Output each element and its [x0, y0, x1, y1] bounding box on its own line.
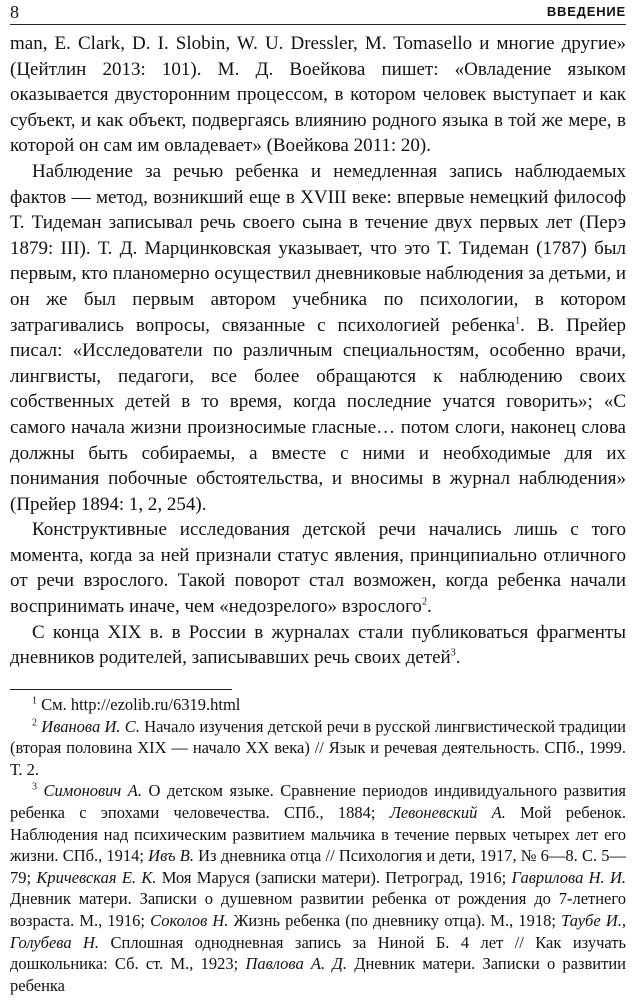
footnote-ref-1: 1: [515, 315, 521, 327]
paragraph-4-text-b: .: [455, 647, 461, 669]
footnote-1-number: 1: [32, 695, 37, 707]
running-head: [10, 0, 626, 24]
section-title: ВВЕДЕНИЕ: [546, 4, 626, 19]
footnotes: [10, 694, 626, 996]
footnote-2-number: 2: [32, 717, 37, 729]
footnote-1: [10, 694, 626, 716]
footnote-3-text-6: Жизнь ребенка (по дневнику отца). М., 1918;: [228, 910, 562, 930]
footnote-3-author-6: Соколов Н.: [150, 910, 229, 930]
footnote-3-text-2: Мой ребенок. Наблюдения над психическим развитием мальчика в течение первых четырех лет его жизни. СПб., 1914;: [10, 802, 626, 866]
footnote-3-text-1: О детском языке. Сравнение периодов индивидуального развития ребенка с эпохами человечества. СПб., 1884;: [10, 781, 626, 822]
footnote-3-text-3: Из дневника отца // Психология и дети, 1917, № 6—8. С. 5—79;: [10, 846, 626, 887]
footnote-3-text-5: Дневник матери. Записки о душевном развитии ребенка от рождения до 7-летнего возраста. М., 1916;: [10, 889, 626, 930]
paragraph-4: [10, 620, 626, 671]
footnote-ref-3: 3: [450, 647, 456, 659]
footnote-3-text-8: Дневник матери. Записки о развитии ребенка: [10, 954, 626, 995]
footnote-2-author: Иванова И. С.: [41, 716, 140, 736]
footnote-divider: [10, 689, 232, 690]
footnote-3-author-3: Ивъ В.: [148, 846, 194, 866]
footnote-3-number: 3: [32, 781, 37, 793]
footnote-3-author-2: Левоневский А.: [389, 802, 506, 822]
main-text: [10, 31, 626, 671]
footnote-3-author-5: Гаврилова Н. И.: [511, 867, 626, 887]
footnote-3-text-4: Моя Маруся (записки матери). Петроград, 1916;: [156, 867, 512, 887]
paragraph-2-text-b: . В. Прейер писал: «Исследователи по различным специальностям, особенно врачи, лингвисты, педагоги, все более обращаются к наблюдению своих собственных детей в то время, когда последние учатся говорить»; «С самого начала жизни произносимые гласные… потом слоги, наконец слова должны быть собираемы, а вместе с ними и необходимые для их понимания побочные обстоятельства, и вносимы в журнал наблюдения» (Прейер 1894: 1, 2, 254).: [10, 314, 626, 515]
footnote-3-author-1: Симонович А.: [43, 781, 143, 801]
paragraph-2-text-a: Наблюдение за речью ребенка и немедленная запись наблюдаемых фактов — метод, возникший еще в XVIII веке: впервые немецкий философ Т. Тидеман записывал речь своего сына в течение двух первых лет (Перэ 1879: III). Т. Д. Марцинковская указывает, что это Т. Тидеман (1787) был первым, кто планомерно осуществил дневниковые наблюдения за детьми, и он же был первым автором учебника по психологии, в котором затрагивались вопросы, связанные с психологией ребенка: [10, 160, 627, 336]
page-number: 8: [10, 2, 19, 22]
footnote-2-text: Начало изучения детской речи в русской лингвистической традиции (вторая половина XIX — начало XX века) // Язык и речевая деятельность. СПб., 1999. Т. 2.: [10, 716, 627, 779]
header-divider: [10, 24, 626, 25]
paragraph-3: [10, 517, 626, 619]
footnote-3: [10, 780, 626, 996]
paragraph-3-text-a: Конструктивные исследования детской речи начались лишь с того момента, когда за ней признали статус явления, принципиально отличного от речи взрослого. Такой поворот стал возможен, когда ребенка начали воспринимать иначе, чем «недозрелого» взрослого: [10, 519, 626, 618]
paragraph-4-text-a: С конца XIX в. в России в журналах стали публиковаться фрагменты дневников родителей, записывавших речь своих детей: [10, 621, 626, 669]
footnote-1-text: См. http://ezolib.ru/6319.html: [37, 695, 241, 714]
footnote-3-author-8: Павлова А. Д.: [245, 954, 347, 974]
footnote-2: [10, 716, 626, 781]
footnote-ref-2: 2: [421, 596, 427, 608]
paragraph-1: man, E. Clark, D. I. Slobin, W. U. Dressler, M. Tomasello и многие другие» (Цейтлин 2013: 101). М. Д. Воейкова пишет: «Овладение языком оказывается двусторонним процессом, в котором человек выступает и как субъект, и как объект, подвергаясь влиянию родного языка в той же мере, в которой он сам им овладевает» (Воейкова 2011: 20).: [10, 33, 626, 157]
footnote-3-text-7: Сплошная однодневная запись за Ниной Б. 4 лет // Как изучать дошкольника: Сб. ст. М., 1923;: [10, 932, 626, 974]
footnote-3-author-4: Кричевская Е. К.: [36, 867, 157, 887]
footnote-3-author-7: Таубе И., Голубева Н.: [10, 910, 626, 952]
paragraph-2: [10, 159, 626, 517]
paragraph-3-text-b: .: [426, 596, 432, 618]
